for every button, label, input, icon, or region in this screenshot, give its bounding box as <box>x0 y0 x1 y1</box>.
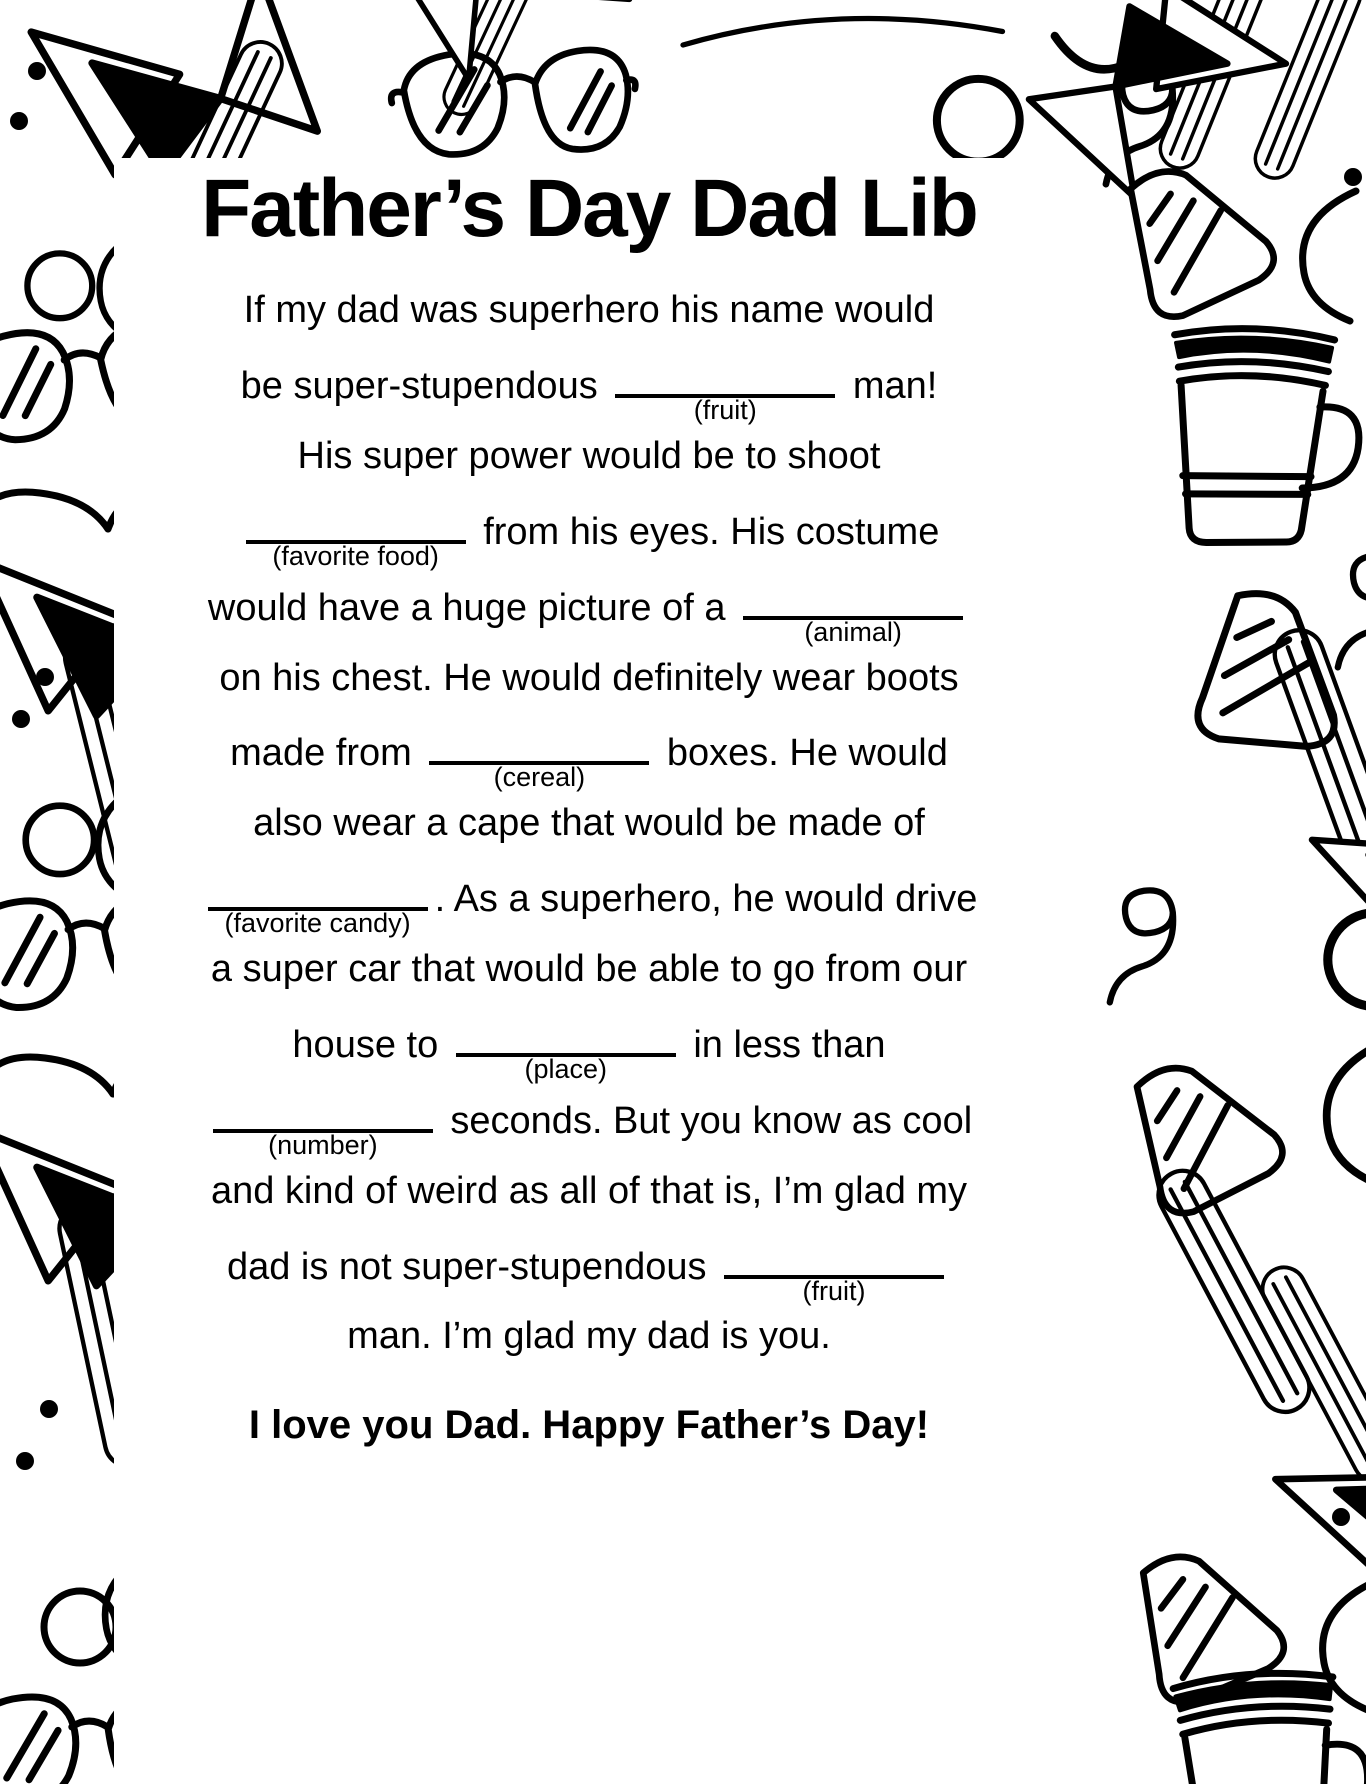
text-segment: and kind of weird as all of that is, I’m glad my <box>210 1169 968 1212</box>
text-segment: a super car that would be able to go from our <box>210 948 968 991</box>
text-segment: seconds. But you know as cool <box>450 1099 973 1142</box>
text-segment: from his eyes. His costume <box>483 510 940 553</box>
text-segment: man! <box>852 365 938 408</box>
fill-in-blank <box>208 871 428 939</box>
dot-icon <box>1344 168 1362 186</box>
madlib-line <box>114 1314 1064 1359</box>
fill-in-blank <box>724 1239 944 1306</box>
text-segment: If my dad was superhero his name would <box>243 289 935 332</box>
madlib-line <box>114 725 1064 793</box>
text-segment: dad is not super-stupendous <box>226 1245 707 1288</box>
closing-line: I love you Dad. Happy Father’s Day! <box>248 1403 930 1448</box>
dot-icon <box>16 1452 34 1470</box>
fill-in-blank <box>615 358 835 426</box>
madlib-line <box>114 504 1064 571</box>
squiggle-icon <box>1338 555 1366 667</box>
madlib-line <box>114 801 1064 846</box>
madlib-line <box>114 1169 1064 1214</box>
circle-icon <box>1328 913 1366 1007</box>
text-segment: be super-stupendous <box>240 365 598 408</box>
madlib-line <box>114 1017 1064 1084</box>
blank-label: (favorite candy) <box>224 908 411 939</box>
blank-label: (fruit) <box>802 1275 866 1306</box>
dot-icon <box>40 1400 58 1418</box>
madlib-body <box>114 288 1064 1359</box>
bracket-icon <box>1327 1042 1366 1185</box>
text-segment: made from <box>230 732 412 775</box>
shirt-collar-icon <box>1275 1354 1366 1615</box>
blank-label: (place) <box>524 1053 608 1084</box>
necktie-icon <box>1249 0 1366 184</box>
madlib-line <box>114 358 1064 426</box>
candy-bow-icon <box>1132 1047 1291 1219</box>
madlib-line <box>114 947 1064 992</box>
coffee-mug-icon <box>1160 323 1366 553</box>
fill-in-blank <box>246 504 466 571</box>
blank-label: (fruit) <box>693 395 757 426</box>
circle-icon <box>26 806 94 874</box>
madlib-line <box>114 1239 1064 1306</box>
shirt-collar-icon <box>1312 736 1366 975</box>
text-segment: would have a huge picture of a <box>207 586 726 629</box>
madlib-line <box>114 580 1064 647</box>
text-segment: also wear a cape that would be made of <box>253 802 925 845</box>
text-segment: man. I’m glad my dad is you. <box>347 1315 831 1358</box>
text-segment: on his chest. He would definitely wear boots <box>219 656 959 699</box>
fill-in-blank <box>429 725 649 793</box>
dot-icon <box>12 710 30 728</box>
squiggle-icon <box>1055 36 1125 69</box>
necktie-icon <box>1255 1260 1366 1489</box>
blank-label: (favorite food) <box>272 540 439 571</box>
madlib-line <box>114 871 1064 939</box>
text-segment: His super power would be to shoot <box>297 434 881 477</box>
bracket-icon <box>1303 191 1356 321</box>
fill-in-blank <box>456 1017 676 1084</box>
content-panel <box>114 158 1064 1784</box>
glasses-icon <box>387 35 641 169</box>
text-segment: boxes. He would <box>666 732 948 775</box>
text-segment: house to <box>292 1023 439 1066</box>
fill-in-blank <box>213 1093 433 1160</box>
madlib-line <box>114 656 1064 701</box>
madlib-line <box>114 434 1064 479</box>
dot-icon <box>36 668 54 686</box>
madlib-line <box>114 1093 1064 1160</box>
blank-label: (cereal) <box>493 762 586 793</box>
dot-icon <box>28 62 46 80</box>
text-segment: . As a superhero, he would drive <box>434 878 978 921</box>
dot-icon <box>1332 1508 1350 1526</box>
squiggle-icon <box>1110 890 1173 1002</box>
text-segment: in less than <box>693 1023 886 1066</box>
blank-label: (animal) <box>804 616 902 647</box>
circle-icon <box>27 253 92 318</box>
madlib-line <box>114 288 1064 333</box>
page-title: Father’s Day Dad Lib <box>201 163 977 254</box>
circle-icon <box>937 79 1020 162</box>
dot-icon <box>10 112 28 130</box>
candy-bow-icon <box>1126 153 1281 321</box>
blank-label: (number) <box>268 1129 378 1160</box>
arc-icon <box>683 19 1003 45</box>
fill-in-blank <box>743 580 963 647</box>
